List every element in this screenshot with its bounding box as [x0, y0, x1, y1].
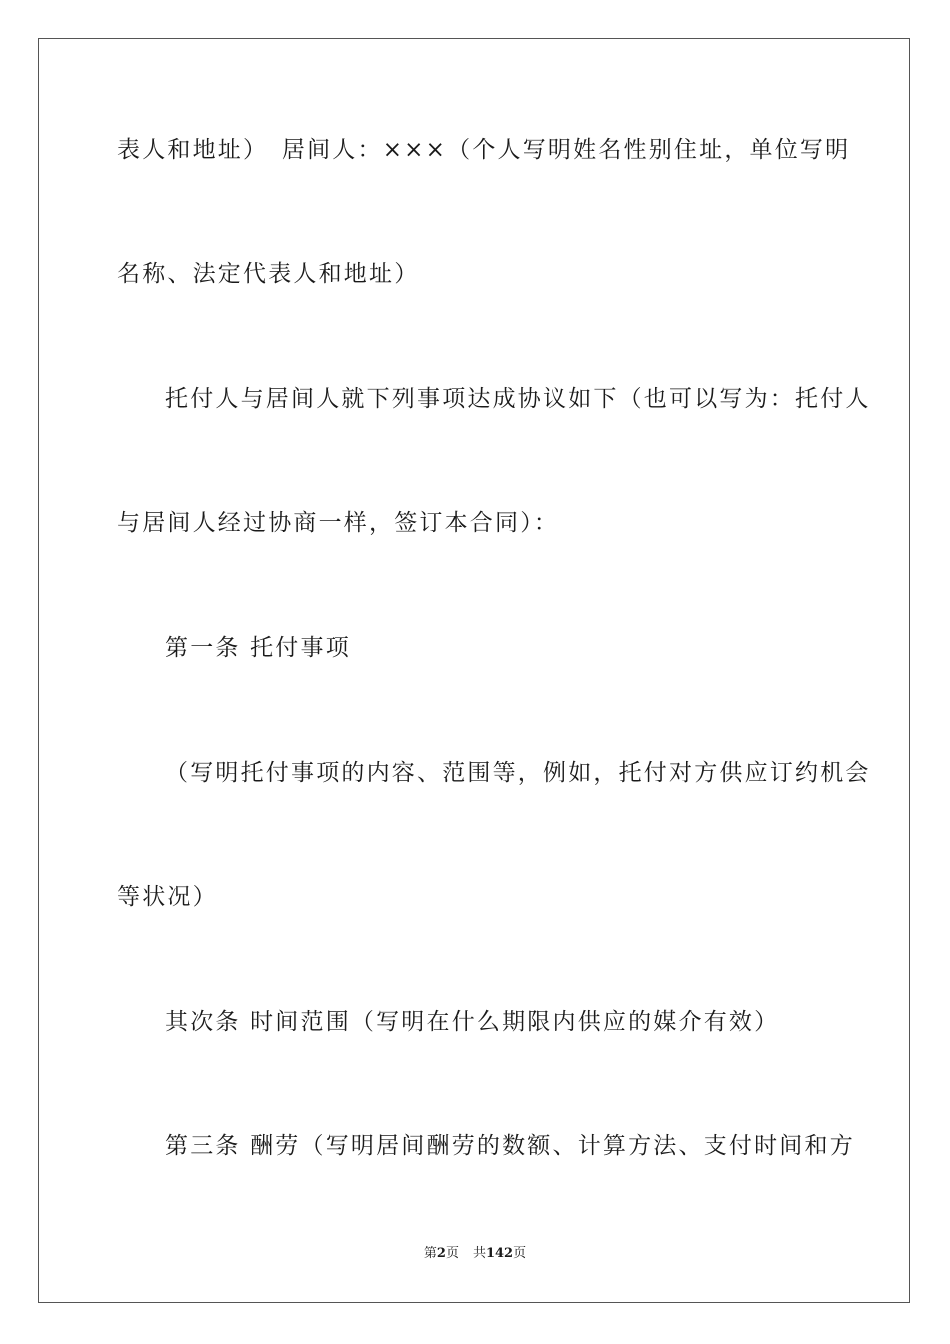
- article-2-heading: 其次条 时间范围（写明在什么期限内供应的媒介有效）: [165, 1009, 780, 1035]
- body-line-3: 托付人与居间人就下列事项达成协议如下（也可以写为：托付人: [165, 386, 871, 412]
- body-line-2: 名称、法定代表人和地址）: [117, 261, 420, 287]
- total-pages: 142: [485, 1246, 514, 1261]
- total-prefix: 共: [472, 1246, 486, 1261]
- page-border: [38, 38, 910, 1303]
- article-3-heading: 第三条 酬劳（写明居间酬劳的数额、计算方法、支付时间和方: [165, 1133, 855, 1159]
- page-number: 2: [436, 1246, 446, 1261]
- page-prefix: 第: [423, 1246, 437, 1261]
- body-line-1: 表人和地址） 居间人：×××（个人写明姓名性别住址，单位写明: [117, 137, 851, 163]
- total-suffix: 页: [513, 1246, 527, 1261]
- body-line-6: （写明托付事项的内容、范围等，例如，托付对方供应订约机会: [165, 760, 871, 786]
- article-1-heading: 第一条 托付事项: [165, 635, 351, 661]
- body-line-4: 与居间人经过协商一样，签订本合同）：: [117, 510, 560, 536]
- page-footer: [0, 1245, 950, 1263]
- body-line-7: 等状况）: [117, 884, 218, 910]
- page-suffix: 页: [445, 1246, 459, 1261]
